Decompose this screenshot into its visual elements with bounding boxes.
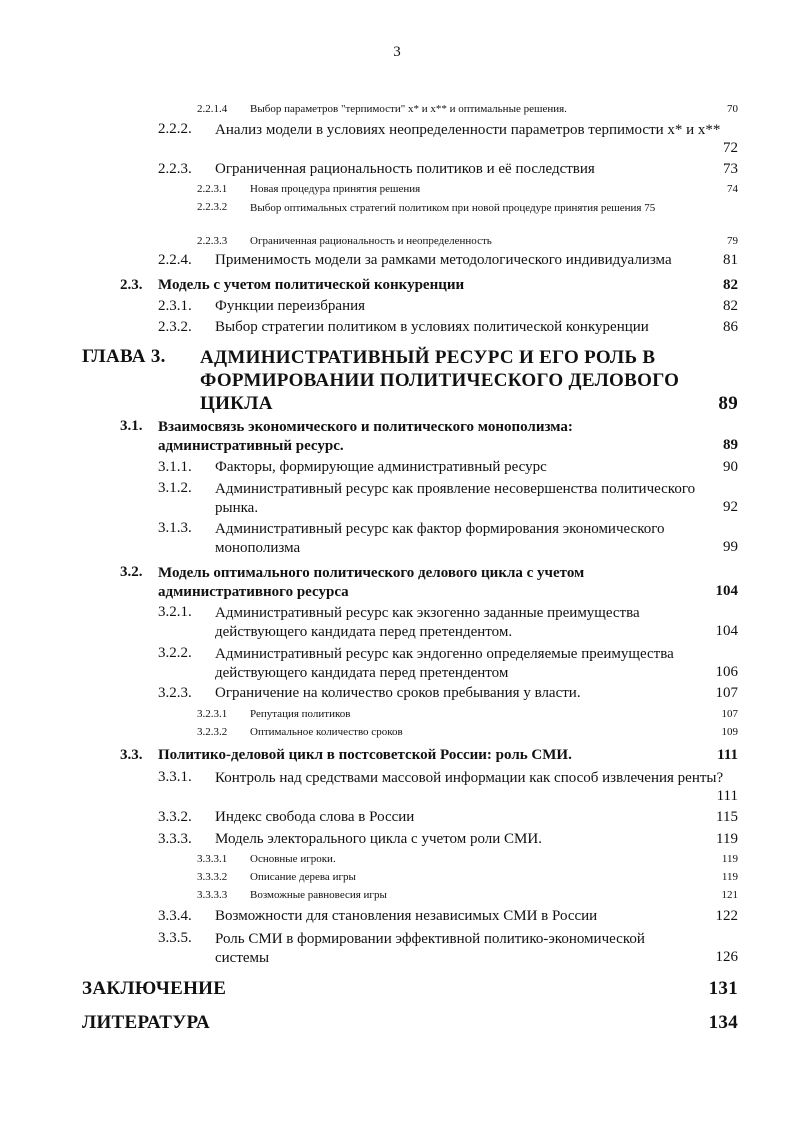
toc-entry-page: 126 bbox=[715, 949, 738, 965]
toc-entry-page: 119 bbox=[721, 871, 738, 883]
toc-entry-title: Административный ресурс как экзогенно заданные преимущества действующего кандидата перед претендентом. bbox=[215, 605, 640, 640]
toc-entry-title: Возможности для становления независимых СМИ в России bbox=[215, 908, 598, 924]
toc-entry-number: 2.2.1.4 bbox=[197, 103, 228, 115]
chapter-title: АДМИНИСТРАТИВНЫЙ РЕСУРС И ЕГО РОЛЬ В ФОРМИРОВАНИИ ПОЛИТИЧЕСКОГО ДЕЛОВОГО ЦИКЛА bbox=[200, 347, 680, 414]
toc-entry-page: 111 bbox=[716, 788, 738, 804]
toc-entry-number: 2.2.3.2 bbox=[197, 201, 228, 213]
toc-entry-page: 82 bbox=[723, 277, 738, 293]
toc-entry-title: Модель электорального цикла с учетом роли СМИ. bbox=[215, 831, 542, 847]
toc-entry-number: 3.3.3.3 bbox=[197, 889, 228, 901]
toc-entry-number: 2.2.3.3 bbox=[197, 235, 228, 247]
toc-entry-number: 3.2.3.1 bbox=[197, 708, 228, 720]
toc-entry-number: 2.3.2. bbox=[158, 319, 192, 335]
toc-entry-title: Новая процедура принятия решения bbox=[250, 183, 421, 195]
toc-entry-page: 90 bbox=[723, 459, 738, 475]
toc-entry-title: Факторы, формирующие административный ресурс bbox=[215, 459, 547, 475]
toc-entry-number: 2.2.4. bbox=[158, 252, 192, 268]
toc-entry-title: Функции переизбрания bbox=[215, 298, 366, 314]
toc-entry-page: 79 bbox=[727, 235, 738, 247]
toc-entry-number: 2.2.3. bbox=[158, 161, 192, 177]
chapter-number: ГЛАВА 3. bbox=[82, 346, 166, 367]
toc-entry-page: 73 bbox=[723, 161, 738, 177]
toc-entry-page: 70 bbox=[727, 103, 738, 115]
conclusion-title: ЗАКЛЮЧЕНИЕ bbox=[82, 978, 227, 999]
toc-entry-title: Основные игроки. bbox=[250, 853, 336, 865]
toc-entry-number: 3.1. bbox=[120, 418, 143, 434]
toc-entry-page: 92 bbox=[723, 499, 738, 515]
toc-entry-number: 3.3. bbox=[120, 747, 143, 763]
toc-entry-number: 2.3.1. bbox=[158, 298, 192, 314]
page-number: 3 bbox=[393, 44, 401, 60]
toc-entry-title: Модель оптимального политического делового цикла с учетом административного ресурса bbox=[158, 565, 585, 600]
toc-entry-number: 3.3.5. bbox=[158, 930, 192, 946]
toc-entry-number: 3.2.1. bbox=[158, 604, 192, 620]
toc-entry-page: 122 bbox=[715, 908, 738, 924]
references-page: 134 bbox=[708, 1012, 738, 1033]
toc-entry-number: 3.2. bbox=[120, 564, 143, 580]
toc-entry-page: 89 bbox=[723, 437, 738, 453]
toc-entry-title: Выбор стратегии политиком в условиях политической конкуренции bbox=[215, 319, 649, 335]
toc-entry-number: 2.3. bbox=[120, 277, 143, 293]
toc-entry-number: 3.1.3. bbox=[158, 520, 192, 536]
toc-entry-page: 115 bbox=[716, 809, 738, 825]
toc-entry-page: 74 bbox=[727, 183, 738, 195]
toc-entry-page: 107 bbox=[721, 708, 738, 720]
toc-entry-title: Применимость модели за рамками методологического индивидуализма bbox=[215, 252, 672, 268]
toc-entry-title: Репутация политиков bbox=[250, 708, 351, 720]
toc-entry-number: 3.3.3. bbox=[158, 831, 192, 847]
toc-entry-page: 99 bbox=[723, 539, 738, 555]
toc-entry-page: 119 bbox=[716, 831, 738, 847]
toc-entry-page: 82 bbox=[723, 298, 738, 314]
toc-entry-title: Роль СМИ в формировании эффективной политико-экономической системы bbox=[215, 931, 645, 966]
conclusion-page: 131 bbox=[708, 978, 738, 999]
toc-entry-page: 81 bbox=[723, 252, 738, 268]
toc-entry-number: 3.3.3.1 bbox=[197, 853, 228, 865]
toc-entry-number: 3.1.2. bbox=[158, 480, 192, 496]
toc-entry-number: 3.3.4. bbox=[158, 908, 192, 924]
toc-entry-title: Административный ресурс как проявление несовершенства политического рынка. bbox=[215, 481, 696, 516]
toc-entry-page: 111 bbox=[717, 747, 738, 763]
toc-entry-title: Политико-деловой цикл в постсоветской России: роль СМИ. bbox=[158, 747, 572, 763]
toc-entry-number: 3.3.3.2 bbox=[197, 871, 228, 883]
toc-entry-number: 3.2.3.2 bbox=[197, 726, 228, 738]
toc-entry-page: 106 bbox=[715, 664, 738, 680]
toc-entry-number: 2.2.2. bbox=[158, 121, 192, 137]
toc-entry-title: Ограниченная рациональность и неопределенность bbox=[250, 235, 492, 247]
references-title: ЛИТЕРАТУРА bbox=[82, 1012, 211, 1033]
toc-entry-title: Выбор оптимальных стратегий политиком при новой процедуре принятия решения 75 bbox=[250, 202, 656, 214]
toc-entry-number: 3.2.2. bbox=[158, 645, 192, 661]
toc-entry-number: 3.2.3. bbox=[158, 685, 192, 701]
toc-entry-title: Возможные равновесия игры bbox=[250, 889, 387, 901]
toc-entry-number: 2.2.3.1 bbox=[197, 183, 228, 195]
toc-entry-page: 86 bbox=[723, 319, 738, 335]
toc-entry-title: Взаимосвязь экономического и политического монополизма: административный ресурс. bbox=[158, 419, 573, 454]
toc-entry-page: 109 bbox=[721, 726, 738, 738]
toc-entry-page: 104 bbox=[715, 623, 738, 639]
toc-entry-title: Административный ресурс как эндогенно определяемые преимущества действующего кандидата перед претендентом bbox=[215, 646, 674, 681]
toc-entry-page: 107 bbox=[715, 685, 738, 701]
toc-entry-title: Модель с учетом политической конкуренции bbox=[158, 277, 465, 293]
toc-entry-number: 3.3.1. bbox=[158, 769, 192, 785]
toc-entry-page: 72 bbox=[723, 140, 738, 156]
toc-entry-title: Оптимальное количество сроков bbox=[250, 726, 403, 738]
toc-entry-title: Анализ модели в условиях неопределенности параметров терпимости x* и x** bbox=[215, 122, 721, 138]
toc-entry-page: 119 bbox=[721, 853, 738, 865]
toc-entry-number: 3.3.2. bbox=[158, 809, 192, 825]
toc-entry-title: Административный ресурс как фактор формирования экономического монополизма bbox=[215, 521, 665, 556]
toc-entry-title: Ограниченная рациональность политиков и её последствия bbox=[215, 161, 595, 177]
toc-entry-title: Выбор параметров "терпимости" x* и x** и оптимальные решения. bbox=[250, 103, 567, 115]
toc-entry-title: Контроль над средствами массовой информации как способ извлечения ренты? bbox=[215, 770, 724, 786]
toc-entry-title: Описание дерева игры bbox=[250, 871, 356, 883]
toc-entry-title: Ограничение на количество сроков пребывания у власти. bbox=[215, 685, 581, 701]
toc-entry-number: 3.1.1. bbox=[158, 459, 192, 475]
toc-entry-title: Индекс свобода слова в России bbox=[215, 809, 415, 825]
chapter-page: 89 bbox=[718, 393, 738, 414]
toc-entry-page: 104 bbox=[715, 583, 738, 599]
toc-entry-page: 121 bbox=[721, 889, 738, 901]
